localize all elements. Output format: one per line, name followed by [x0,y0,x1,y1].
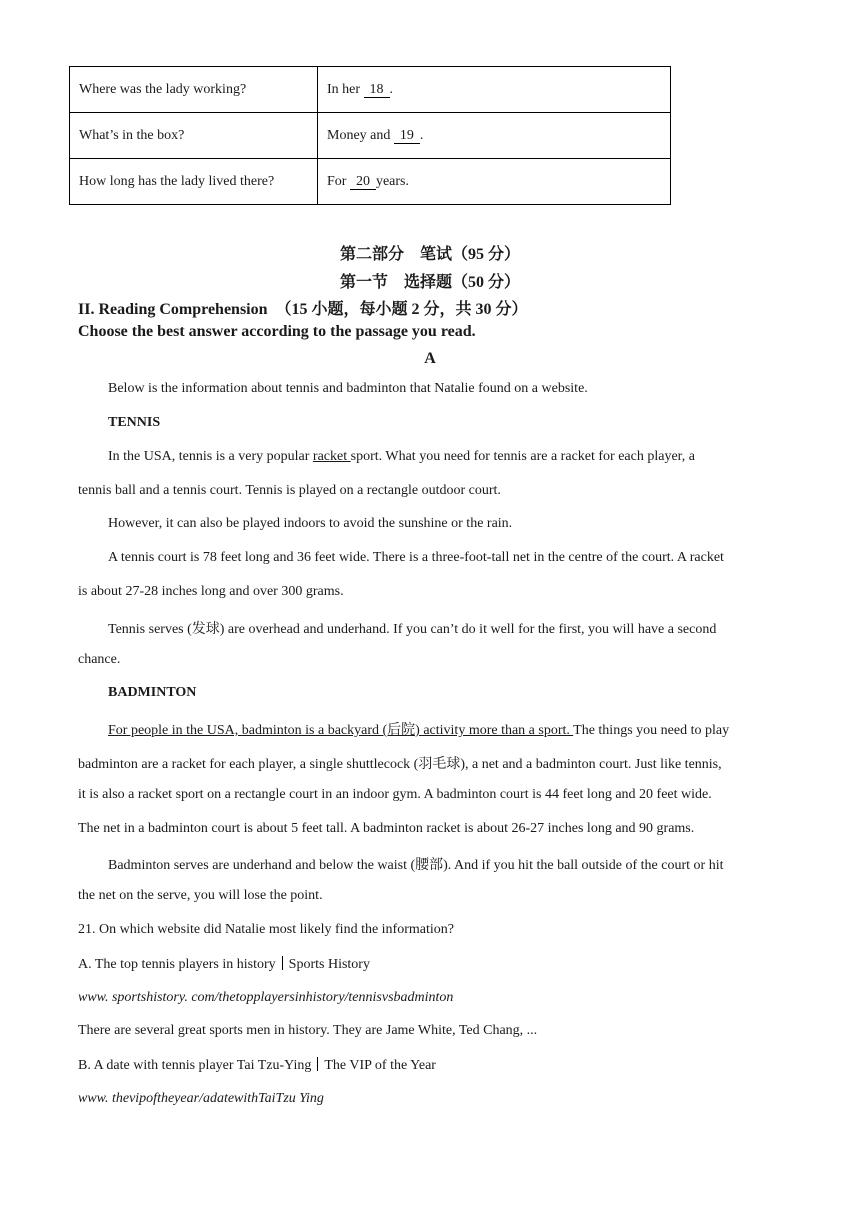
option-a-url: www. sportshistory. com/thetopplayersinhistory/tennisvsbadminton [78,990,454,1005]
badminton-paragraph-line: For people in the USA, badminton is a backyard (后院) activity more than a sport. The things you need to play [108,723,730,738]
answer-blank-20: 20 [350,175,376,190]
table-row [70,67,671,113]
section-title: 第一节 选择题（50 分） [339,274,520,291]
table-question-cell: Where was the lady working? [70,67,318,113]
table-answer-cell [318,159,671,205]
tennis-paragraph-line: tennis ball and a tennis court. Tennis is played on a rectangle outdoor court. [78,483,501,498]
table-question-cell: How long has the lady lived there? [70,159,318,205]
answer-prefix: Money and [327,127,394,143]
option-a-description: There are several great sports men in history. They are Jame White, Ted Chang, ... [78,1023,538,1038]
question-21-stem: 21. On which website did Natalie most likely find the information? [78,922,454,937]
tennis-paragraph-line: A tennis court is 78 feet long and 36 feet wide. There is a three-foot-tall net in the centre of the court. A racket [108,550,724,565]
answer-suffix: years. [375,173,409,189]
tennis-paragraph-line: Tennis serves (发球) are overhead and underhand. If you can’t do it well for the first, you will have a second [108,622,717,637]
badminton-paragraph-line: Badminton serves are underhand and below the waist (腰部). And if you hit the ball outside of the court or hit [108,858,724,873]
underlined-word: racket [312,449,351,464]
tennis-paragraph-line: is about 27-28 inches long and over 300 grams. [78,584,344,599]
answer-prefix: For [327,173,350,189]
badminton-paragraph-line: it is also a racket sport on a rectangle court in an indoor gym. A badminton court is 44 feet long and 20 feet wide. [78,787,712,802]
intro-paragraph: Below is the information about tennis and badminton that Natalie found on a website. [108,381,588,396]
answer-blank-18: 18 [364,83,390,98]
badminton-heading: BADMINTON [108,685,197,700]
option-b-url: www. thevipoftheyear/adatewithTaiTzu Ying [78,1091,324,1106]
table-row [70,159,671,205]
answer-prefix: In her [327,81,364,97]
option-a-title: A. The top tennis players in history Sports History [78,957,370,972]
tennis-heading: TENNIS [108,415,161,430]
underlined-sentence: For people in the USA, badminton is a backyard (后院) activity more than a sport. [108,723,574,738]
reading-heading: II. Reading Comprehension （15 小题，每小题 2 分，共 30 分） [78,301,528,318]
tennis-paragraph-line: In the USA, tennis is a very popular racket sport. What you need for tennis are a racket for each player, a [108,449,695,464]
option-b-title: B. A date with tennis player Tai Tzu-Ying The VIP of the Year [78,1058,436,1073]
tennis-paragraph-line: However, it can also be played indoors to avoid the sunshine or the rain. [108,516,513,531]
badminton-paragraph-line: badminton are a racket for each player, a single shuttlecock (羽毛球), a net and a badminton court. Just like tennis, [78,757,722,772]
passage-label: A [424,350,436,367]
listening-answer-table [69,66,671,205]
table-question-cell: What’s in the box? [70,113,318,159]
instruction: Choose the best answer according to the passage you read. [78,323,476,340]
answer-suffix: . [419,127,424,143]
badminton-paragraph-line: the net on the serve, you will lose the point. [78,888,323,903]
table-answer-cell [318,113,671,159]
answer-suffix: . [389,81,394,97]
answer-blank-19: 19 [394,129,420,144]
badminton-paragraph-line: The net in a badminton court is about 5 feet tall. A badminton racket is about 26-27 inches long and 90 grams. [78,821,695,836]
tennis-paragraph-line: chance. [78,652,121,667]
separator-bar [317,1057,318,1071]
part-title: 第二部分 笔试（95 分） [339,246,520,263]
separator-bar [282,956,283,970]
table-answer-cell [318,67,671,113]
table-row [70,113,671,159]
